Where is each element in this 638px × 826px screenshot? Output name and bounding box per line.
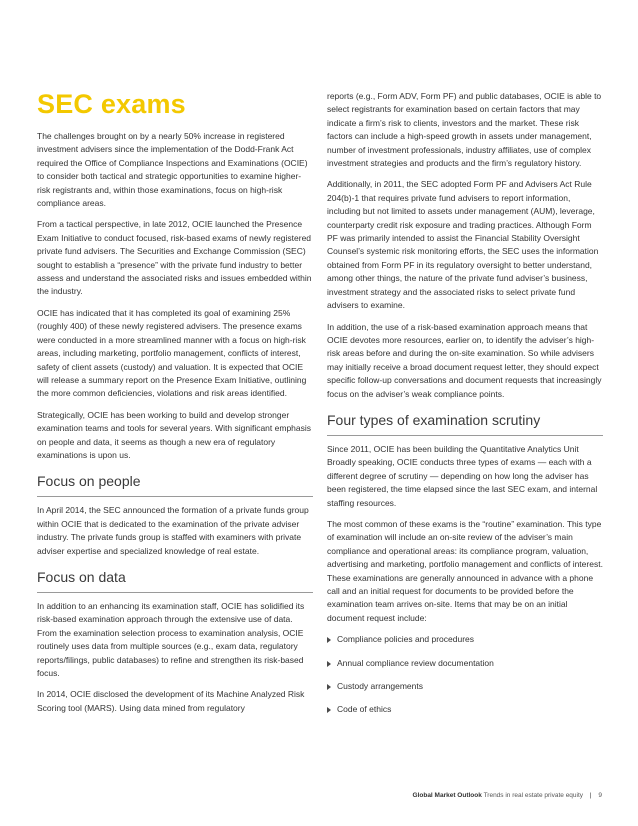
- exam-types-paragraph: Since 2011, OCIE has been building the Quantitative Analytics Unit Broadly speaking, OCIE conducts three types of exams — each with a different degree of scrutiny — depending on how long the adviser has been registered, the time elapsed since the last SEC exam, and internal staffing resources.: [327, 443, 598, 508]
- examination-scrutiny-heading: Four types of examination scrutiny: [327, 411, 541, 428]
- right-column: [327, 90, 603, 727]
- risk-based-approach-paragraph: In addition, the use of a risk-based examination approach means that OCIE devotes more resources, earlier on, to identify the adviser’s high-risk areas before and during the on-site examination. So while advisers may initially receive a broad document request letter, they should expect specific follow-up conversations and document requests that increasingly focus on the adviser’s weak compliance points.: [327, 321, 602, 399]
- routine-exam-paragraph: The most common of these exams is the “routine” examination. This type of examination will include an on-site review of the adviser’s main compliance and operational areas: its compliance program, valuation, advertising and marketing, portfolio management and conflicts of interest. These examinations are generally announced in advance with a phone call and an initial request for documents to be provided before the examination team arrives on-site. Items that may be on an initial document request include:: [327, 518, 603, 623]
- intro-paragraph: The challenges brought on by a nearly 50% increase in registered investment advisers since the implementation of the Dodd-Frank Act required the Office of Compliance Inspections and Examinations (OCIE) to consider both tactical and strategic opportunities to examine higher-risk registrants and, within those examinations, focus on high-risk compliance areas.: [37, 131, 308, 209]
- page-title: SEC exams: [37, 89, 186, 119]
- footer-brand: Global Market Outlook: [412, 792, 482, 799]
- presence-exam-paragraph: OCIE has indicated that it has completed its goal of examining 25% (roughly 400) of these newly registered advisers. The presence exams were conducted in a more streamlined manner with a focus on high-risk areas, including marketing, portfolio management, conflicts of interest, safety of client assets (custody) and valuation. It is expected that OCIE will release a summary report on the Presence Exam Initiative, outlining the more common deficiencies, violations and risk areas identified.: [37, 307, 307, 399]
- footer-separator: |: [589, 792, 592, 799]
- tactical-paragraph: From a tactical perspective, in late 2012, OCIE launched the Presence Exam Initiative to conduct focused, risk-based exams of newly registered private fund advisers. The Securities and Exchange Commission (SEC) sought to establish a “presence” with the private fund industry to better assess and understand the associated risks and issues embedded within the industry.: [37, 219, 312, 297]
- section-divider: [37, 592, 313, 593]
- section-divider: [37, 496, 313, 497]
- risk-factors-paragraph: reports (e.g., Form ADV, Form PF) and public databases, OCIE is able to select registrants for examination based on certain factors that may indicate a firm’s risk to clients, investors and the market. These risk factors can include a high-speed growth in assets under management, number of investment professionals, industry affiliates, use of complex investment strategies and products and the firm’s regulatory history.: [327, 91, 602, 169]
- list-item: [327, 633, 603, 646]
- list-item: [327, 657, 603, 670]
- mars-paragraph: In 2014, OCIE disclosed the development of its Machine Analyzed Risk Scoring tool (MARS). Using data mined from regulatory: [37, 689, 305, 713]
- focus-on-people-paragraph: In April 2014, the SEC announced the formation of a private funds group within OCIE that is dedicated to the examination of the private adviser industry. The private funds group is staffed with examiners with private adviser expertise and specialized knowledge of real estate.: [37, 505, 309, 556]
- triangle-bullet-icon: [327, 637, 331, 643]
- section-divider: [327, 435, 603, 436]
- document-request-list: [327, 633, 603, 717]
- list-item-label: Annual compliance review documentation: [337, 657, 494, 668]
- footer-subtitle: Trends in real estate private equity: [483, 792, 584, 799]
- left-column: [37, 130, 313, 723]
- triangle-bullet-icon: [327, 684, 331, 690]
- triangle-bullet-icon: [327, 707, 331, 713]
- page-footer: [413, 792, 602, 799]
- focus-on-people-heading: Focus on people: [37, 473, 141, 490]
- list-item-label: Custody arrangements: [337, 681, 423, 692]
- page-number: 9: [598, 792, 602, 799]
- focus-on-data-paragraph: In addition to an enhancing its examination staff, OCIE has solidified its risk-based examination approach through the extensive use of data. From the examination selection process to examination analysis, OCIE routinely uses data from multiple sources (e.g., exam data, regulatory reports/filings, public databases) to refine and strengthen its risk-based focus.: [37, 600, 305, 678]
- strategic-paragraph: Strategically, OCIE has been working to build and develop stronger examination teams and tools for several years. With significant emphasis on people and data, it seems as though a new era of regulatory examinations is upon us.: [37, 409, 312, 460]
- form-pf-paragraph: Additionally, in 2011, the SEC adopted Form PF and Advisers Act Rule 204(b)-1 that requires private fund advisers to report information, including but not limited to assets under management (AUM), leverage, counterparty credit risk exposure and trading practices. Although Form PF was primarily intended to assist the Financial Stability Oversight Counsel’s systemic risk monitoring efforts, the SEC uses the information obtained from Form PF in its regulatory oversight to better understand, among other things, the nature of the private fund adviser’s business, investment strategy and the associated risks to select private fund advisers to examine.: [327, 179, 599, 311]
- list-item: [327, 703, 603, 716]
- triangle-bullet-icon: [327, 661, 331, 667]
- list-item-label: Code of ethics: [337, 704, 392, 715]
- list-item: [327, 680, 603, 693]
- list-item-label: Compliance policies and procedures: [337, 634, 475, 645]
- focus-on-data-heading: Focus on data: [37, 568, 126, 585]
